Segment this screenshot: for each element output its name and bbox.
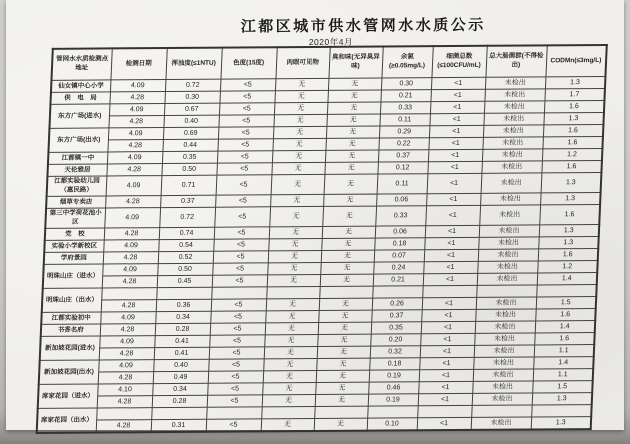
location-cell: 实验小学新校区 [44, 240, 104, 252]
table-cell: <1 [421, 321, 476, 333]
location-cell: 江都实验幼儿园（惠民路） [47, 176, 107, 196]
location-cell: 学府景园 [44, 252, 104, 264]
table-cell: <1 [423, 273, 478, 285]
table-cell: 0.28 [152, 395, 208, 407]
table-cell: 1.3 [539, 225, 600, 237]
table-cell: 无 [325, 138, 379, 150]
table-cell: 无 [321, 250, 375, 262]
table-cell: <1 [423, 261, 478, 273]
table-cell: <1 [424, 249, 479, 261]
table-cell: 0.37 [160, 195, 216, 207]
table-cell: 4.28 [99, 348, 155, 360]
table-cell: 1.5 [532, 381, 593, 393]
document-page [6, 0, 624, 430]
table-cell: 0.07 [374, 250, 425, 262]
table-cell: 未检出 [473, 357, 534, 369]
table-cell: 无 [265, 322, 319, 334]
table-cell: 无 [274, 102, 328, 114]
table-cell: <1 [428, 137, 483, 149]
table-cell: 无 [263, 358, 317, 370]
table-cell: 0.22 [378, 138, 429, 150]
table-cell: 4.09 [98, 360, 154, 372]
table-cell: 0.72 [159, 207, 215, 227]
table-cell: 0.19 [369, 370, 420, 382]
table-cell: 无 [314, 418, 368, 431]
table-cell: 无 [273, 126, 327, 138]
table-cell: <1 [420, 333, 475, 345]
table-cell: 0.31 [151, 419, 207, 432]
table-cell: <1 [431, 77, 486, 89]
table-cell: 1.7 [544, 88, 605, 100]
table-cell: 无 [327, 102, 381, 114]
table-cell: <5 [215, 195, 271, 207]
column-header: 余氯(≥0.05mg/L) [381, 46, 432, 78]
table-cell: <5 [217, 151, 273, 163]
table-cell: <5 [219, 91, 275, 103]
table-cell: 无 [272, 150, 326, 162]
table-cell: 4.10 [97, 384, 153, 396]
table-cell: 0.41 [154, 347, 210, 359]
table-cell: 0.34 [152, 383, 208, 395]
table-cell: 4.28 [108, 116, 164, 128]
table-cell: 无 [272, 138, 326, 150]
column-header: 细菌总数(≤100CFU/mL) [431, 46, 486, 78]
table-cell: 1.3 [532, 393, 593, 405]
table-cell: 1.4 [537, 273, 598, 285]
table-cell: <5 [207, 395, 263, 407]
table-cell: 0.21 [373, 274, 424, 286]
table-cell [261, 407, 315, 419]
table-cell: 1.4 [533, 357, 594, 369]
table-cell: <1 [419, 369, 474, 381]
table-cell [96, 408, 152, 420]
column-header: 臭和味(无异臭异味) [328, 47, 382, 79]
table-cell: <5 [209, 347, 265, 359]
table-cell: <1 [430, 101, 485, 113]
table-header-row [51, 45, 606, 80]
table-cell: 无 [316, 358, 370, 370]
table-cell: 1.6 [535, 309, 596, 321]
table-cell: 0.46 [368, 382, 419, 394]
location-cell: 江都镇一中 [48, 152, 108, 164]
table-cell: <5 [220, 79, 276, 91]
location-cell: 新加坡花园(出水) [39, 360, 99, 384]
table-cell: 无 [326, 114, 380, 126]
table-cell [314, 406, 368, 418]
table-cell: 0.71 [161, 175, 217, 195]
table-cell: 0.06 [375, 226, 426, 238]
table-cell: 1.2 [537, 261, 598, 273]
table-cell [471, 405, 532, 417]
table-cell: 0.54 [158, 239, 214, 251]
table-cell [101, 288, 157, 300]
table-cell: <5 [214, 207, 270, 227]
table-cell: 未检出 [475, 309, 536, 321]
table-cell: 1.3 [545, 76, 606, 88]
table-cell: 0.72 [165, 79, 221, 91]
table-cell: <5 [219, 103, 275, 115]
table-cell: 0.26 [372, 298, 423, 310]
table-cell: 未检出 [485, 77, 546, 89]
table-cell: 4.09 [109, 104, 165, 116]
table-cell: 无 [325, 150, 379, 162]
table-cell: 未检出 [484, 101, 545, 113]
table-cell: 无 [265, 310, 319, 322]
table-cell: 无 [268, 238, 322, 250]
table-cell: 无 [319, 298, 373, 310]
table-cell: 未检出 [477, 273, 538, 285]
table-cell: 4.28 [104, 228, 160, 240]
table-cell [156, 287, 212, 299]
table-cell: <5 [218, 127, 274, 139]
table-cell: 1.2 [542, 148, 603, 160]
table-cell: 0.69 [163, 127, 219, 139]
table-cell: 1.3 [541, 172, 602, 192]
table-cell: <5 [208, 359, 264, 371]
table-cell: 4.28 [97, 396, 153, 408]
table-cell: 0.34 [155, 311, 211, 323]
table-cell [211, 287, 267, 299]
table-cell: 4.28 [98, 372, 154, 384]
table-cell: 1.1 [533, 369, 594, 381]
table-cell: 0.18 [374, 238, 425, 250]
table-cell: 未检出 [481, 173, 542, 193]
table-cell: 0.20 [370, 334, 421, 346]
column-header: 肉眼可见物 [275, 47, 329, 79]
table-cell: <1 [427, 173, 482, 193]
table-cell: <5 [213, 239, 269, 251]
table-cell: <1 [421, 309, 476, 321]
table-cell: 无 [321, 238, 375, 250]
table-cell: 1.1 [534, 345, 595, 357]
table-cell: 1.6 [541, 160, 602, 172]
column-header: 检测日期 [110, 48, 166, 80]
table-cell [536, 285, 597, 297]
table-cell: <1 [418, 381, 473, 393]
table-cell: 0.18 [369, 358, 420, 370]
table-cell: 未检出 [478, 249, 539, 261]
table-cell: <1 [430, 89, 485, 101]
table-cell: 4.09 [108, 128, 164, 140]
table-cell: 无 [317, 346, 371, 358]
location-cell: 烟草专卖店 [46, 196, 106, 208]
location-cell: 席家花园（进水） [38, 384, 98, 408]
table-cell: 无 [271, 174, 325, 194]
column-header: 总大肠菌群(不得检出) [485, 45, 546, 77]
table-cell: <5 [208, 371, 264, 383]
page-content [5, 0, 626, 432]
table-cell: 0.30 [164, 91, 220, 103]
table-cell: <1 [419, 357, 474, 369]
page-subtitle: 2020年4月 [308, 36, 353, 48]
table-cell: <1 [425, 205, 480, 225]
location-cell: 第三中学荷花池小区 [45, 208, 105, 228]
table-cell: 无 [262, 395, 316, 407]
table-cell: 未检出 [481, 161, 542, 173]
table-cell: 0.50 [161, 163, 217, 175]
table-cell [476, 285, 537, 297]
table-cell: 0.32 [370, 346, 421, 358]
table-cell: 无 [273, 114, 327, 126]
location-cell: 书香名府 [41, 324, 101, 336]
table-cell: <5 [210, 323, 266, 335]
table-cell: 0.49 [153, 371, 209, 383]
table-cell [266, 286, 320, 298]
table-cell: 无 [261, 419, 315, 432]
table-cell: 0.19 [368, 394, 419, 406]
table-cell: 0.67 [164, 103, 220, 115]
table-cell: 无 [320, 262, 374, 274]
location-cell: 席家花园（出水） [37, 408, 97, 433]
table-cell: 1.3 [543, 112, 604, 124]
table-cell: 4.09 [104, 208, 160, 228]
table-cell: 未检出 [484, 89, 545, 101]
table-cell: 0.12 [377, 162, 428, 174]
location-cell: 天伦雅居 [47, 164, 107, 176]
table-cell: 0.10 [367, 418, 418, 431]
table-cell [422, 285, 477, 297]
table-cell: 无 [318, 310, 372, 322]
table-cell: <5 [206, 419, 262, 432]
table-cell: 未检出 [483, 113, 544, 125]
table-cell: <1 [426, 193, 481, 205]
table-cell: 0.50 [157, 263, 213, 275]
table-cell: 0.35 [371, 322, 422, 334]
table-cell: 1.6 [542, 136, 603, 148]
table-cell: 无 [263, 370, 317, 382]
column-header: 色度(15度) [220, 47, 276, 79]
table-cell: 0.21 [380, 90, 431, 102]
table-cell: 未检出 [472, 381, 533, 393]
table-cell: <1 [420, 345, 475, 357]
table-cell: 1.6 [544, 100, 605, 112]
table-cell: 无 [274, 90, 328, 102]
table-cell: 未检出 [479, 205, 540, 225]
table-cell: 0.33 [375, 206, 426, 226]
table-cell: 1.6 [534, 333, 595, 345]
table-cell: 0.36 [156, 299, 212, 311]
table-cell: 0.06 [376, 194, 427, 206]
table-cell: <1 [429, 125, 484, 137]
location-cell: 明珠山庄（出水） [42, 288, 102, 312]
table-cell: 未检出 [473, 369, 534, 381]
table-cell: 0.33 [380, 102, 431, 114]
table-cell: <5 [216, 163, 272, 175]
table-cell: 无 [264, 346, 318, 358]
table-cell: 未检出 [477, 261, 538, 273]
table-cell [417, 405, 472, 417]
table-cell: 1.6 [539, 205, 600, 225]
table-cell: 无 [328, 78, 382, 90]
table-cell: <5 [212, 263, 268, 275]
column-header: CODMn(≤3mg/L) [545, 45, 606, 77]
table-cell: 未检出 [482, 137, 543, 149]
table-cell: 无 [275, 78, 329, 90]
table-cell: 4.28 [109, 92, 165, 104]
table-cell: 4.09 [103, 240, 159, 252]
table-cell: 1.3 [540, 193, 601, 205]
table-cell: 0.30 [381, 78, 432, 90]
table-cell: 4.28 [103, 252, 159, 264]
table-cell: 4.09 [110, 80, 166, 92]
table-cell: 1.6 [538, 249, 599, 261]
table-cell: 无 [266, 298, 320, 310]
table-cell: 无 [264, 334, 318, 346]
table-cell: 无 [317, 334, 371, 346]
table-cell: 未检出 [471, 417, 532, 430]
table-cell: 无 [324, 162, 378, 174]
table-cell [531, 405, 592, 417]
table-cell: 0.11 [379, 114, 430, 126]
table-cell: 4.09 [100, 312, 156, 324]
table-cell: 未检出 [480, 193, 541, 205]
location-cell: 东方广场(出水) [48, 128, 108, 152]
table-cell: 无 [318, 322, 372, 334]
table-cell: <1 [418, 393, 473, 405]
table-cell: 无 [324, 174, 378, 194]
table-cell: 0.52 [158, 251, 214, 263]
table-cell: 未检出 [482, 149, 543, 161]
table-cell: 未检出 [475, 321, 536, 333]
table-cell: 无 [322, 226, 376, 238]
table-cell: 0.29 [379, 126, 430, 138]
table-cell: 未检出 [478, 237, 539, 249]
table-cell: 未检出 [474, 333, 535, 345]
table-cell: 0.28 [155, 323, 211, 335]
table-cell: 未检出 [483, 125, 544, 137]
table-cell: 4.28 [100, 324, 156, 336]
table-cell: 4.28 [96, 420, 152, 433]
table-cell [319, 286, 373, 298]
location-cell: 党 校 [45, 228, 105, 240]
table-cell: 0.40 [153, 359, 209, 371]
table-cell: 0.44 [162, 139, 218, 151]
column-header: 管网水水质检测点地址 [51, 48, 111, 80]
table-cell: 1.5 [536, 297, 597, 309]
table-cell: <5 [207, 383, 263, 395]
table-cell: 0.74 [159, 227, 215, 239]
table-cell: 无 [269, 226, 323, 238]
table-cell: 1.6 [543, 124, 604, 136]
table-cell: 无 [262, 382, 316, 394]
table-cell: <5 [216, 175, 272, 195]
table-row [37, 417, 592, 433]
table-cell: 无 [267, 262, 321, 274]
table-cell: <5 [218, 115, 274, 127]
table-cell: 0.40 [163, 115, 219, 127]
table-cell: 无 [267, 274, 321, 286]
table-cell [151, 407, 207, 419]
table-cell: <1 [429, 113, 484, 125]
table-cell: 无 [323, 194, 377, 206]
table-cell: 4.09 [107, 152, 163, 164]
table-cell: 0.24 [373, 262, 424, 274]
table-cell: 未检出 [472, 393, 533, 405]
table-cell: <1 [428, 149, 483, 161]
table-cell: 无 [326, 126, 380, 138]
table-cell: 4.28 [101, 300, 157, 312]
table-cell: 未检出 [479, 225, 540, 237]
table-cell [206, 407, 262, 419]
table-cell: <1 [425, 225, 480, 237]
table-cell: 1.3 [531, 417, 592, 430]
table-cell: <5 [210, 311, 266, 323]
table-cell: 4.09 [106, 176, 162, 196]
table-cell: 无 [327, 90, 381, 102]
table-cell: <5 [212, 275, 268, 287]
table-cell: 无 [315, 382, 369, 394]
page-title: 江都区城市供水管网水水质公示 [240, 16, 486, 36]
column-header: 浑浊度(≤1NTU) [165, 48, 221, 80]
table-cell: 0.35 [162, 151, 218, 163]
table-cell: 4.28 [102, 276, 158, 288]
table-cell: 未检出 [476, 297, 537, 309]
location-cell: 供 电 局 [50, 92, 110, 104]
table-cell: <5 [213, 251, 269, 263]
table-cell: 4.09 [102, 264, 158, 276]
table-cell [372, 286, 423, 298]
table-cell: 4.28 [107, 140, 163, 152]
table-cell: <1 [424, 237, 479, 249]
table-cell: <1 [427, 161, 482, 173]
table-cell: <1 [422, 297, 477, 309]
table-cell: 0.11 [377, 174, 428, 194]
table-cell: <5 [214, 227, 270, 239]
table-cell: <1 [417, 417, 472, 430]
table-cell: 未检出 [474, 345, 535, 357]
table-cell: 1.4 [535, 321, 596, 333]
table-cell: <5 [217, 139, 273, 151]
water-quality-table [36, 44, 608, 434]
table-cell: 无 [271, 162, 325, 174]
table-cell: 无 [316, 370, 370, 382]
table-cell: 0.45 [157, 275, 213, 287]
table-cell: 无 [315, 394, 369, 406]
table-cell: 1.3 [538, 237, 599, 249]
table-cell: 0.37 [378, 150, 429, 162]
table-cell: 4.28 [106, 164, 162, 176]
table-cell: 4.28 [105, 196, 161, 208]
table-cell: 0.41 [154, 335, 210, 347]
location-cell: 仙女镇中心小学 [51, 80, 111, 92]
table-cell: 无 [268, 250, 322, 262]
location-cell: 东方广场(进水) [49, 104, 109, 128]
table-cell: <5 [211, 299, 267, 311]
table-cell: 无 [270, 194, 324, 206]
location-cell: 江都实验初中 [41, 312, 101, 324]
table-cell: 无 [320, 274, 374, 286]
location-cell: 明珠山庄（进水） [43, 264, 103, 288]
table-cell: 4.09 [99, 336, 155, 348]
table-cell [367, 406, 418, 418]
table-cell: <5 [209, 335, 265, 347]
table-cell: 无 [269, 206, 323, 226]
table-cell: 0.37 [371, 310, 422, 322]
location-cell: 新加坡花园(进水) [40, 336, 100, 360]
table-cell: 无 [322, 206, 376, 226]
